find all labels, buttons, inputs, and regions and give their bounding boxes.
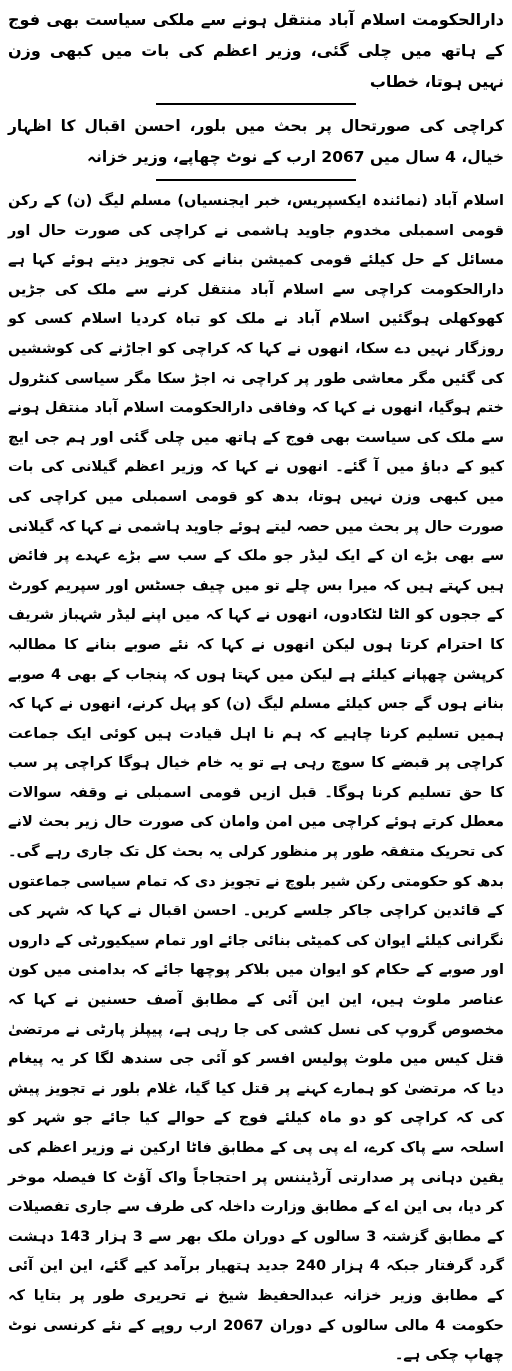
- news-article: [6, 0, 506, 1371]
- subheadline-divider: [156, 179, 356, 181]
- headline-divider: [156, 103, 356, 105]
- article-headline: دارالحکومت اسلام آباد منتقل ہونے سے ملکی سیاست بھی فوج کے ہاتھ میں چلی گئی، وزیر اعظم کی بات میں کبھی وزن نہیں ہوتا، خطاب: [8, 10, 504, 91]
- article-body: اسلام آباد (نمائندہ ایکسپریس، خبر ایجنسیاں) مسلم لیگ (ن) کے رکن قومی اسمبلی مخدوم جاوید ہاشمی نے کراچی کی صورت حال اور مسائل کے حل کیلئے قومی کمیشن بنانے کی تجویز دیتے ہوئے کہا ہے دارالحکومت کراچی سے اسلام آباد منتقل کرنے سے ملک کی جڑیں کھوکھلی ہوگئیں اسلام آباد نے ملک کو تباہ کردیا اسلام کسی کو روزگار نہیں دے سکا، انھوں نے کہا کہ کراچی کو اجاڑنے کی کوششیں کی گئیں مگر معاشی طور پر کراچی نہ اجڑ سکا مگر سیاسی کنٹرول ختم ہوگیا، انھوں نے کہا کہ وفاقی دارالحکومت اسلام آباد منتقل ہونے سے ملک کی سیاست بھی فوج کے ہاتھ میں چلی گئی اور ہم جی ایچ کیو کے دباؤ میں آ گئے۔ انھوں نے کہا کہ وزیر اعظم گیلانی کی بات میں کبھی وزن نہیں ہوتا، بدھ کو قومی اسمبلی میں کراچی کی صورت حال پر بحث میں حصہ لیتے ہوئے جاوید ہاشمی نے کہا کہ گیلانی سے بھی بڑے ان کے ایک لیڈر جو ملک کے سب سے بڑے عہدے پر فائض ہیں کہتے ہیں کہ میرا بس چلے تو میں چیف جسٹس اور سپریم کورٹ کے ججوں کو الٹا لٹکادوں، انھوں نے کہا کہ میں اپنے لیڈر شہباز شریف کا احترام کرتا ہوں لیکن انھوں نے کہا کہ نئے صوبے بنانے کا مطالبہ کرپشن چھپانے کیلئے ہے لیکن میں کہتا ہوں کہ پنجاب کے بھی 4 صوبے بنانے ہوں گے جس کیلئے مسلم لیگ (ن) کو پہل کرنے، انھوں نے کہا کہ ہمیں تسلیم کرنا چاہیے کہ ہم نا اہل قیادت ہیں کوئی ایک جماعت کراچی پر قبضے کا سوچ رہی ہے تو یہ خام خیال ہوگا کراچی پر سب کا حق تسلیم کرنا ہوگا۔ قبل ازیں قومی اسمبلی نے وقفہ سوالات معطل کرتے ہوئے کراچی میں امن وامان کی صورت حال زیر بحث لانے کی تحریک متفقہ طور پر منظور کرلی یہ بحث کل تک جاری رہے گی۔ بدھ کو حکومتی رکن شیر بلوچ نے تجویز دی کہ تمام سیاسی جماعتوں کے قائدین کراچی جاکر جلسے کریں۔ احسن اقبال نے کہا کہ شہر کی نگرانی کیلئے ایوان کی کمیٹی بنائی جائے اور تمام سیکیورٹی کے داروں اور صوبے کے حکام کو ایوان میں بلاکر پوچھا جائے کہ بدامنی میں کون عناصر ملوث ہیں، این این آئی کے مطابق آصف حسنین نے کہا کہ مخصوص گروپ کی نسل کشی کی جا رہی ہے، پیپلز پارٹی نے مرتضیٰ قتل کیس میں ملوث پولیس افسر کو آئی جی سندھ لگا کر یہ پیغام دیا کہ مرتضیٰ کو ہمارے کہنے پر قتل کیا گیا، غلام بلور نے تجویز پیش کی کہ کراچی کو دو ماہ کیلئے فوج کے حوالے کیا جائے جو شہر کو اسلحہ سے پاک کرے، اے پی پی کے مطابق فاٹا ارکین نے وزیر اعظم کی یقین دہانی پر صدارتی آرڈیننس پر احتجاجاً واک آؤٹ کا فیصلہ موخر کر دیا، بی این اے کے مطابق وزارت داخلہ کی طرف سے جاری تفصیلات کے مطابق گزشتہ 3 سالوں کے دوران ملک بھر سے 3 ہزار 143 دہشت گرد گرفتار جبکہ 4 ہزار 240 جدید ہتھیار برآمد کیے گئے، این این آئی کے مطابق وزیر خزانہ عبدالحفیظ شیخ نے تحریری طور پر بتایا کہ حکومت 4 مالی سالوں کے دوران 2067 ارب روپے کے نئے کرنسی نوٹ چھاپ چکی ہے۔: [8, 193, 505, 1364]
- article-subheadline: کراچی کی صورتحال پر بحث میں بلور، احسن اقبال کا اظہار خیال، 4 سال میں 2067 ارب کے نوٹ چھاپے، وزیر خزانہ: [8, 117, 504, 166]
